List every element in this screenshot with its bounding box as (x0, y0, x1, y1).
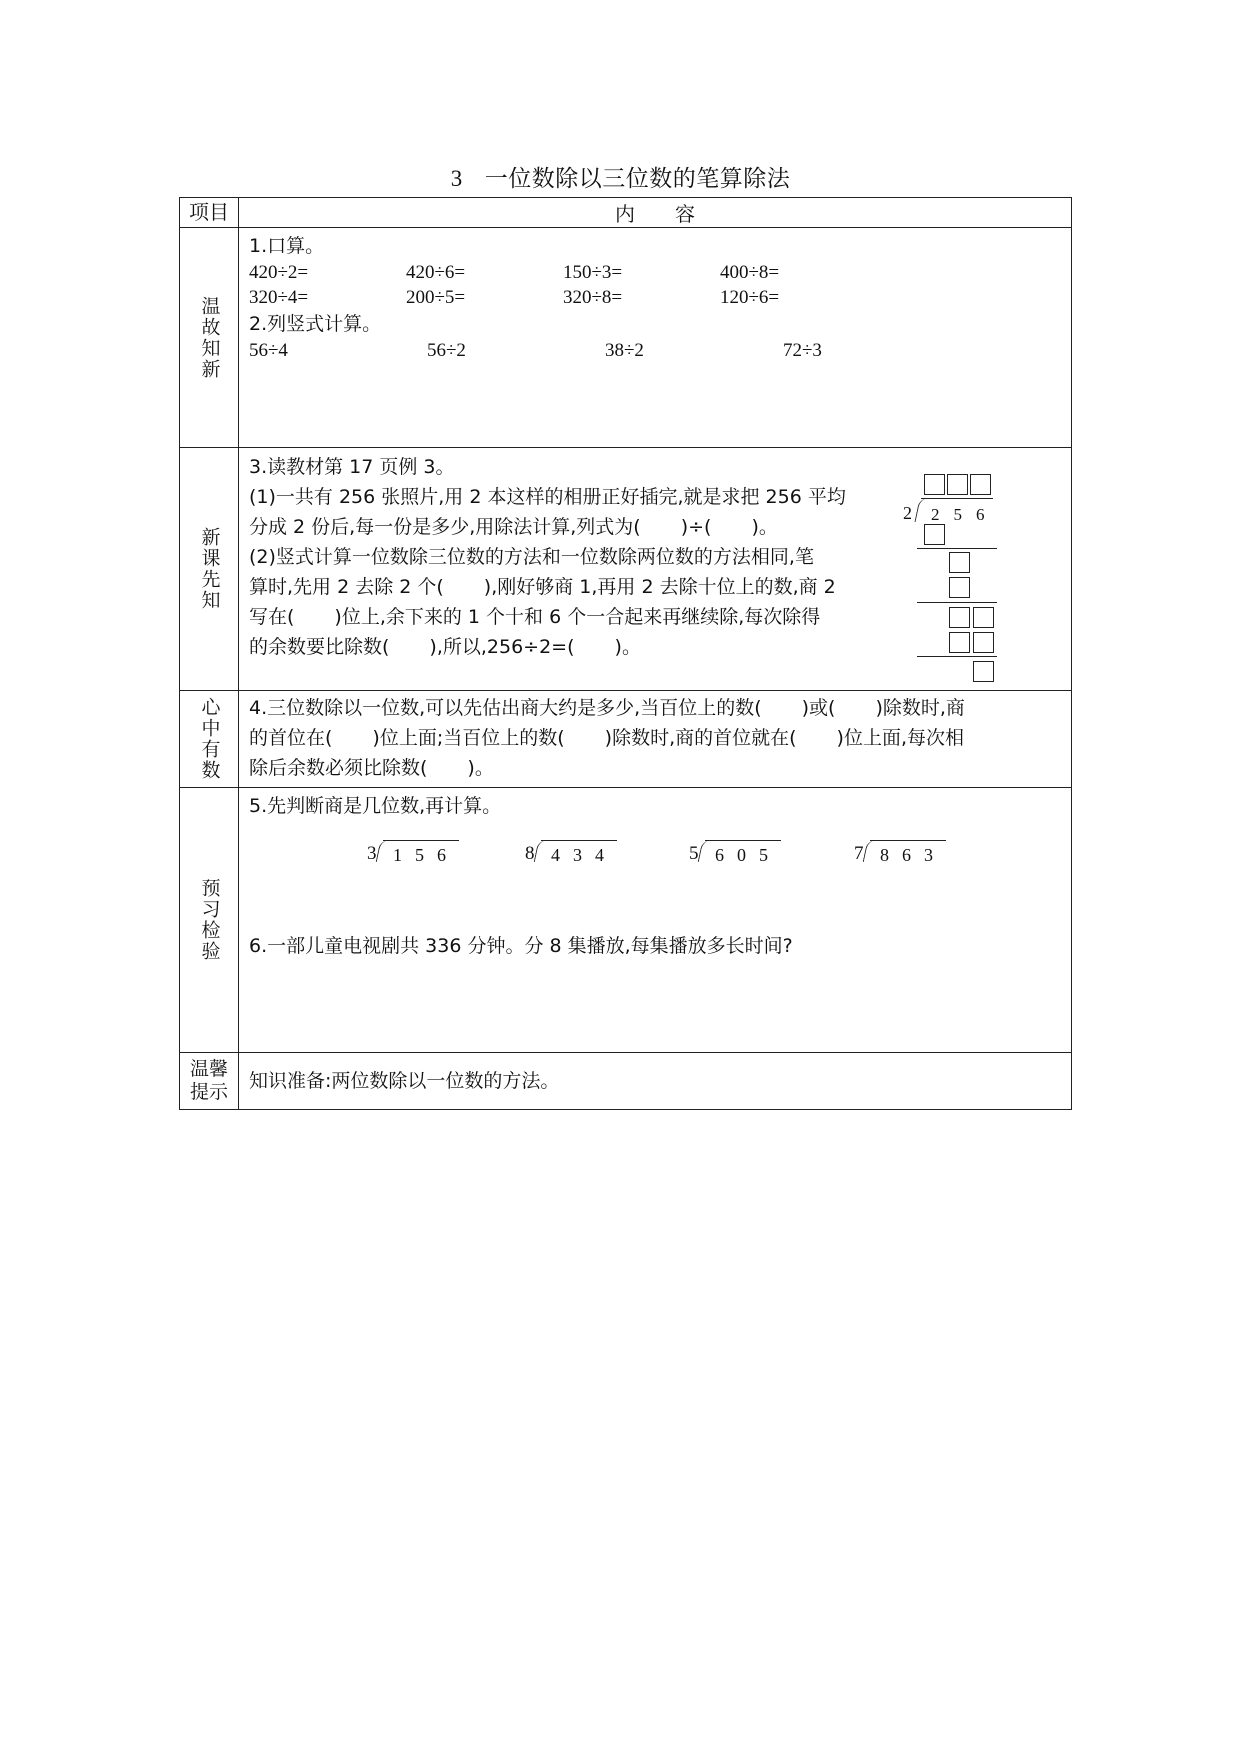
answer-box (947, 474, 968, 495)
label-summary: 心中有数 (180, 691, 239, 788)
work-box (973, 607, 994, 628)
q2-title: 2.列竖式计算。 (249, 313, 382, 335)
expr: 400÷8= (720, 262, 780, 283)
section-summary (180, 691, 1072, 788)
division-diagram (899, 474, 1009, 684)
header-row (180, 198, 1072, 228)
work-line (917, 656, 997, 657)
header-content: 内容 (239, 198, 1072, 228)
section-preview (180, 448, 1072, 691)
work-line (917, 602, 997, 603)
page-title (0, 160, 1241, 193)
expr: 420÷2= (249, 262, 309, 283)
p1: (1)一共有 256 张照片,用 2 本这样的相册正好插完,就是求把 256 平均 分成 2 份后,每一份是多少,用除法计算,列式为( )÷( )。 (249, 486, 846, 538)
division-bar (921, 498, 993, 499)
header-item: 项目 (180, 198, 239, 228)
expr: 38÷2 (605, 340, 644, 361)
review-content (239, 228, 1072, 448)
expr: 320÷8= (563, 287, 623, 308)
section-check (180, 788, 1072, 1053)
title-text: 一位数除以三位数的笔算除法 (484, 166, 791, 192)
title-number: 3 (450, 166, 463, 191)
label-check: 预习检验 (180, 788, 239, 1053)
division-problem: 3 156 (367, 840, 467, 870)
expr: 56÷4 (249, 340, 288, 361)
answer-box (924, 474, 945, 495)
work-box (949, 577, 970, 598)
work-box (973, 661, 994, 682)
work-line (917, 548, 997, 549)
work-box (949, 632, 970, 653)
division-problem: 5 605 (689, 840, 789, 870)
expr: 120÷6= (720, 287, 780, 308)
expr: 56÷2 (427, 340, 466, 361)
section-tips (180, 1053, 1072, 1110)
divisor: 2 (903, 503, 912, 523)
division-bracket (914, 498, 930, 522)
division-problem: 7 863 (854, 840, 954, 870)
summary-content: 4.三位数除以一位数,可以先估出商大约是多少,当百位上的数( )或( )除数时,商 的首位在( )位上面;当百位上的数( )除数时,商的首位就在( )位上面,每次相 除后余数必须比除数( )。 (239, 691, 1072, 788)
division-problem: 8 434 (525, 840, 625, 870)
answer-box (970, 474, 991, 495)
worksheet-table (179, 197, 1072, 1110)
expr: 320÷4= (249, 287, 309, 308)
expr: 150÷3= (563, 262, 623, 283)
expr: 200÷5= (406, 287, 466, 308)
work-box (924, 524, 945, 545)
work-box (973, 632, 994, 653)
q1-title: 1.口算。 (249, 235, 325, 257)
label-tips: 温馨提示 (180, 1053, 239, 1110)
check-content (239, 788, 1072, 1053)
q3-title: 3.读教材第 17 页例 3。 (249, 456, 455, 478)
division-problems (249, 820, 1061, 910)
dividend: 256 (931, 505, 999, 524)
mental-row-2 (249, 285, 1061, 310)
p2: (2)竖式计算一位数除三位数的方法和一位数除两位数的方法相同,笔 算时,先用 2 去除 2 个( ),刚好够商 1,再用 2 去除十位上的数,商 2 写在( )位上,余下来的 1 个十和 6 个一合起来再继续除,每次除得 的余数要比除数( ),所以,256÷2=( )。 (249, 546, 836, 658)
label-review: 温故知新 (180, 228, 239, 448)
vertical-row (249, 338, 1061, 363)
expr: 420÷6= (406, 262, 466, 283)
mental-row-1 (249, 260, 1061, 285)
q6-title: 6.一部儿童电视剧共 336 分钟。分 8 集播放,每集播放多长时间? (249, 935, 793, 957)
preview-content (239, 448, 1072, 691)
label-preview: 新课先知 (180, 448, 239, 691)
work-box (949, 552, 970, 573)
q5-title: 5.先判断商是几位数,再计算。 (249, 795, 502, 817)
expr: 72÷3 (783, 340, 822, 361)
section-review (180, 228, 1072, 448)
work-box (949, 607, 970, 628)
tips-content: 知识准备:两位数除以一位数的方法。 (239, 1053, 1072, 1110)
